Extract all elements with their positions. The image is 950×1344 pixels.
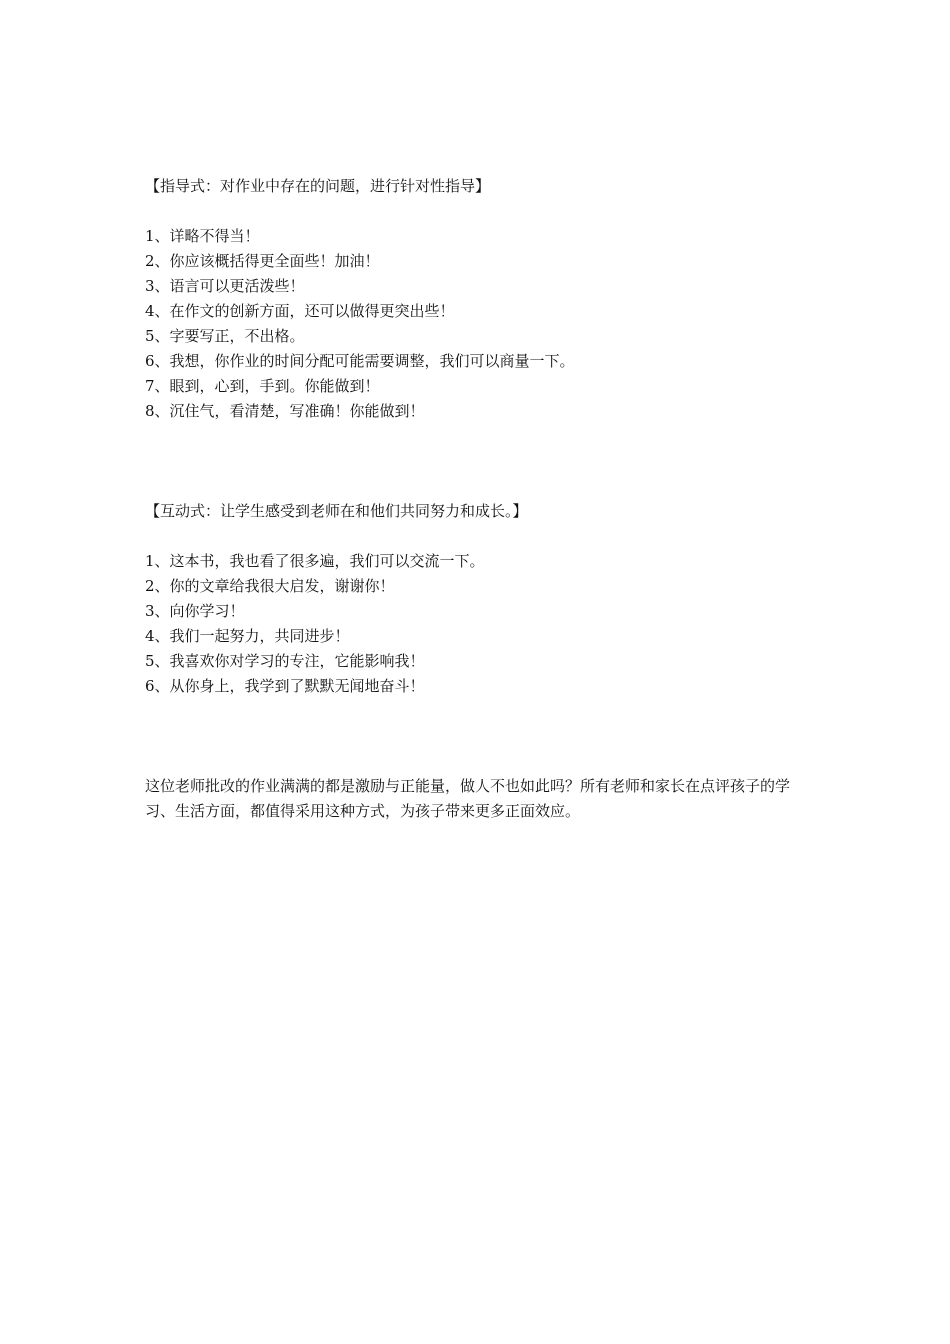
- list-item: 5、字要写正，不出格。: [145, 327, 305, 345]
- guidance-list: [145, 224, 810, 424]
- list-item: 2、你的文章给我很大启发，谢谢你！: [145, 577, 395, 595]
- list-item: 6、从你身上，我学到了默默无闻地奋斗！: [145, 677, 425, 695]
- section-interactive: [145, 499, 810, 699]
- list-item: 2、你应该概括得更全面些！加油！: [145, 252, 380, 270]
- list-item: 5、我喜欢你对学习的专注，它能影响我！: [145, 652, 425, 670]
- interactive-list: [145, 549, 810, 699]
- spacer: [145, 424, 810, 499]
- list-item: 4、我们一起努力，共同进步！: [145, 627, 350, 645]
- spacer: [145, 699, 810, 774]
- list-item: 6、我想，你作业的时间分配可能需要调整，我们可以商量一下。: [145, 352, 575, 370]
- list-item: 3、向你学习！: [145, 602, 245, 620]
- section-heading-interactive: 【互动式：让学生感受到老师在和他们共同努力和成长。】: [145, 502, 528, 520]
- closing-paragraph: 这位老师批改的作业满满的都是激励与正能量，做人不也如此吗？所有老师和家长在点评孩子的学习、生活方面，都值得采用这种方式，为孩子带来更多正面效应。: [145, 777, 791, 820]
- list-item: 1、详略不得当！: [145, 227, 260, 245]
- section-heading-guidance: 【指导式：对作业中存在的问题，进行针对性指导】: [145, 177, 491, 195]
- list-item: 4、在作文的创新方面，还可以做得更突出些！: [145, 302, 455, 320]
- list-item: 7、眼到，心到，手到。你能做到！: [145, 377, 380, 395]
- list-item: 1、这本书，我也看了很多遍，我们可以交流一下。: [145, 552, 485, 570]
- list-item: 8、沉住气，看清楚，写准确！你能做到！: [145, 402, 425, 420]
- document-page: [145, 174, 810, 824]
- list-item: 3、语言可以更活泼些！: [145, 277, 305, 295]
- section-guidance: [145, 174, 810, 424]
